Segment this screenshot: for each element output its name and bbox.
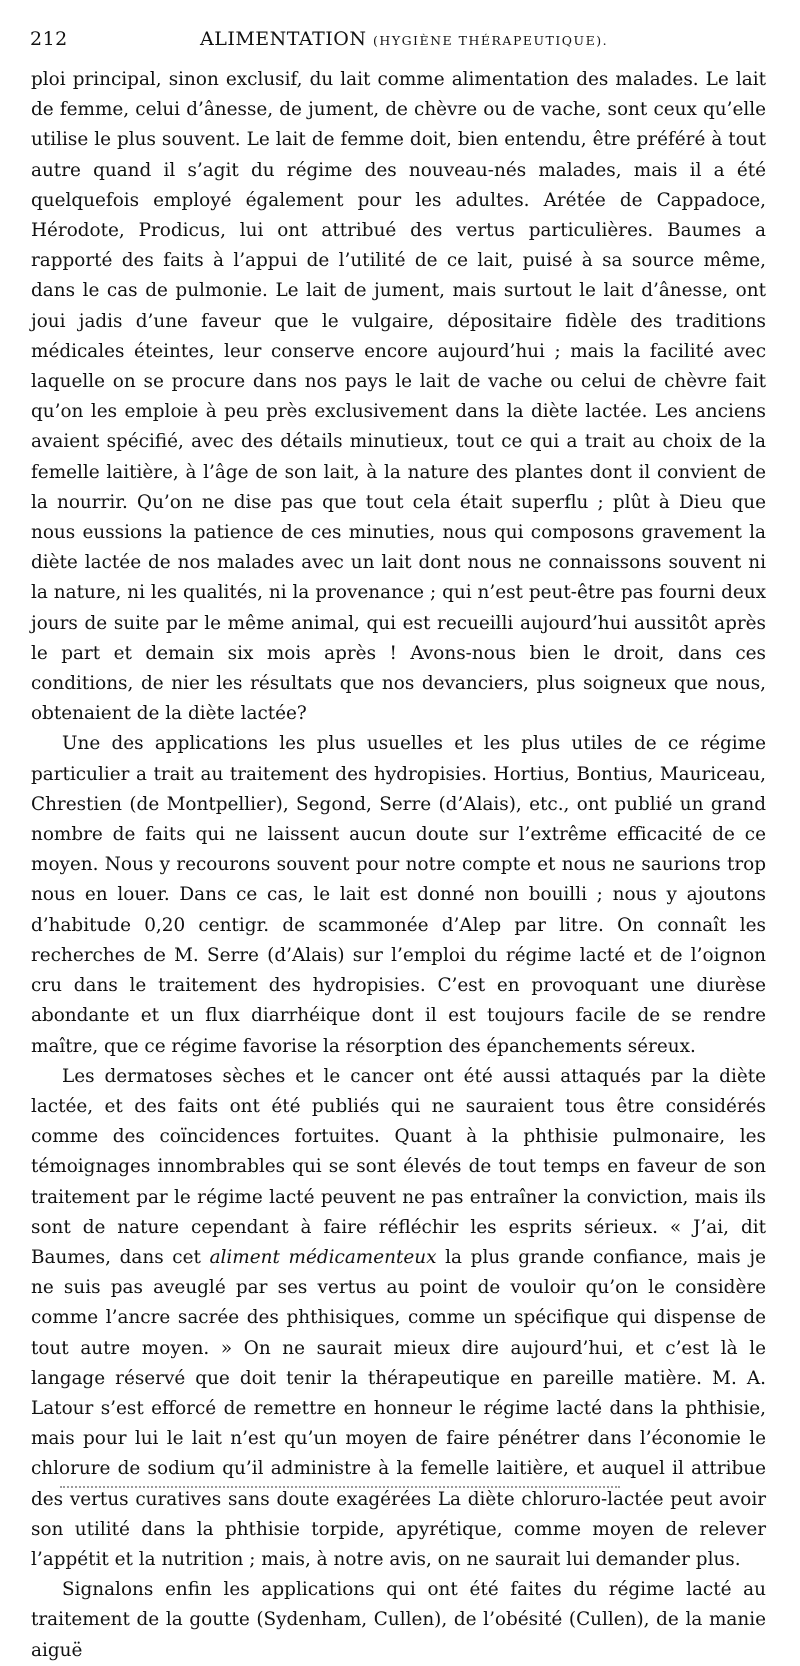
paragraph-3-text-before: Les dermatoses sèches et le cancer ont été aussi attaqués par la diète lactée, et des faits ont été publiés qui ne sauraient tous être considérés comme des coïncidences fortuites. Quant à la phthisie pulmonaire, les témoignages innombrables qui se sont élevés de tout temps en faveur de son traitement par le régime lacté peuvent ne pas entraîner la conviction, mais ils sont de nature cependant à faire réfléchir les esprits sérieux. « J’ai, dit Baumes, dans cet xyxy=(31,1065,766,1268)
paragraph-2-text: Une des applications les plus usuelles et les plus utiles de ce régime particulier a trait au traitement des hydropisies. Hortius, Bontius, Mauriceau, Chrestien (de Montpellier), Segond, Serre (d’Alais), etc., ont publié un grand nombre de faits qui ne laissent aucun doute sur l’extrême efficacité de ce moyen. Nous y recourons souvent pour notre compte et nous ne saurions trop nous en louer. Dans ce cas, le lait est donné non bouilli ; nous y ajoutons d’habitude 0,20 centigr. de scammonée d’Alep par litre. On connaît les recherches de M. Serre (d’Alais) sur l’emploi du régime lacté et de l’oignon cru dans le traitement des hydropisies. C’est en provoquant une diurèse abondante et un flux diarrhéique dont il est toujours facile de se rendre maître, que ce régime favorise la résorption des épanchements séreux. xyxy=(31,733,766,1057)
running-title-subtitle: (HYGIÈNE THÉRAPEUTIQUE). xyxy=(373,33,609,48)
paragraph-3 xyxy=(31,1062,766,1575)
page-header xyxy=(30,28,760,58)
paragraph-3-emphasis: aliment médicamenteux xyxy=(209,1246,437,1268)
page-number: 212 xyxy=(30,28,68,50)
footnote-separator xyxy=(60,1486,620,1488)
paragraph-3-text-after: la plus grande confiance, mais je ne suis pas aveuglé par ses vertus au point de vouloir qu’on le considère comme l’ancre sacrée des phthisiques, comme un spécifique qui dispense de tout autre moyen. » On ne saurait mieux dire aujourd’hui, et c’est là le langage réservé que doit tenir la thérapeutique en pareille matière. M. A. Latour s’est efforcé de remettre en honneur le régime lacté dans la phthisie, mais pour lui le lait n’est qu’un moyen de faire pénétrer dans l’économie le chlorure de sodium qu’il administre à la femelle laitière, et auquel il attribue des vertus curatives sans doute exagérées La diète chloruro-lactée peut avoir son utilité dans la phthisie torpide, apyrétique, comme moyen de relever l’appétit et la nutrition ; mais, à notre avis, on ne saurait lui demander plus. xyxy=(31,1246,766,1570)
paragraph-4 xyxy=(31,1575,766,1666)
paragraph-1 xyxy=(31,65,766,729)
paragraph-1-text: ploi principal, sinon exclusif, du lait comme alimentation des malades. Le lait de femme, celui d’ânesse, de jument, de chèvre ou de vache, sont ceux qu’elle utilise le plus souvent. Le lait de femme doit, bien entendu, être préféré à tout autre quand il s’agit du régime des nouveau-nés malades, mais il a été quelquefois employé également pour les adultes. Arétée de Cappadoce, Hérodote, Prodicus, lui ont attribué des vertus particulières. Baumes a rapporté des faits à l’appui de l’utilité de ce lait, puisé à sa source même, dans le cas de pulmonie. Le lait de jument, mais surtout le lait d’ânesse, ont joui jadis d’une faveur que le vulgaire, dépositaire fidèle des traditions médicales éteintes, leur conserve encore aujourd’hui ; mais la facilité avec laquelle on se procure dans nos pays le lait de vache ou celui de chèvre fait qu’on les emploie à peu près exclusivement dans la diète lactée. Les anciens avaient spécifié, avec des détails minutieux, tout ce qui a trait au choix de la femelle laitière, à l’âge de son lait, à la nature des plantes dont il convient de la nourrir. Qu’on ne dise pas que tout cela était superflu ; plût à Dieu que nous eussions la patience de ces minuties, nous qui composons gravement la diète lactée de nos malades avec un lait dont nous ne connaissons souvent ni la nature, ni les qualités, ni la provenance ; qui n’est peut-être pas fourni deux jours de suite par le même animal, qui est recueilli aujourd’hui aussitôt après le part et demain six mois après ! Avons-nous bien le droit, dans ces conditions, de nier les résultats que nos devanciers, plus soigneux que nous, obtenaient de la diète lactée? xyxy=(31,69,766,725)
running-title xyxy=(200,28,608,50)
body-text xyxy=(31,65,766,1666)
running-title-main: ALIMENTATION xyxy=(200,28,367,50)
paragraph-4-text: Signalons enfin les applications qui ont été faites du régime lacté au traitement de la goutte (Sydenham, Cullen), de l’obésité (Cullen), de la manie aiguë xyxy=(31,1579,766,1661)
paragraph-2 xyxy=(31,729,766,1061)
